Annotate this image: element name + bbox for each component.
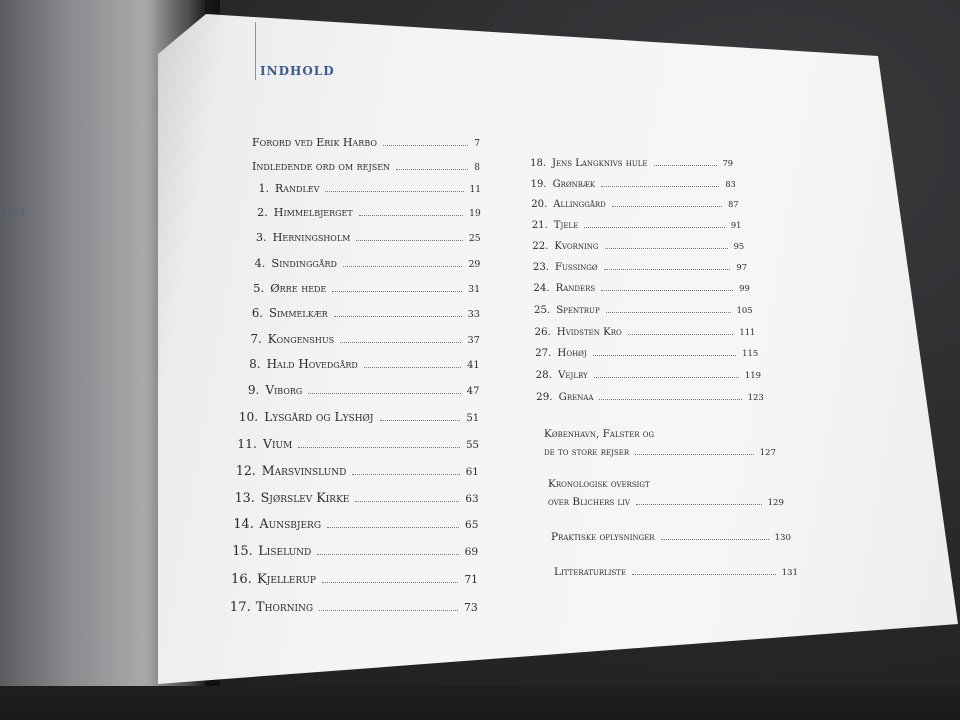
toc-entry-page: 8 (474, 163, 480, 173)
toc-entry (247, 383, 480, 398)
toc-entry-number: 18. (530, 158, 546, 169)
toc-entry-title: Ørre hede (270, 280, 327, 295)
toc-entry (249, 357, 480, 372)
toc-entry (532, 241, 745, 253)
leader-dots (628, 333, 734, 335)
table-surface (0, 686, 960, 720)
toc-entry-page: 73 (463, 600, 478, 614)
toc-section-entry (548, 496, 784, 508)
toc-entry-page: 25 (468, 232, 481, 244)
toc-entry-number: 17. (229, 599, 251, 615)
toc-entry-title: Kjellerup (257, 572, 316, 587)
toc-entry-title: Sindinggård (271, 255, 337, 270)
toc-section-line (544, 428, 654, 440)
toc-entry-title: Spentrup (556, 304, 600, 316)
toc-entry-page: 115 (742, 348, 759, 359)
toc-entry (233, 516, 479, 532)
toc-entry-page: 11 (469, 185, 481, 195)
toc-section-title: Praktiske oplysninger (551, 531, 655, 543)
toc-entry-title: Grønbæk (552, 178, 596, 190)
leader-dots (606, 311, 731, 313)
toc-entry-page: 111 (739, 327, 756, 337)
toc-entry-title: Lysgård og Lyshøj (264, 409, 374, 424)
toc-entry (533, 304, 753, 316)
left-page-mark: 1933 (2, 208, 25, 218)
leader-dots (635, 453, 754, 455)
toc-entry-page: 37 (467, 334, 480, 346)
toc-entry-title: Simmelkær (269, 306, 328, 320)
toc-entry (531, 199, 739, 211)
toc-entry (238, 409, 480, 424)
toc-entry-title: Herningsholm (272, 230, 351, 244)
toc-section-title: København, Falster og (544, 428, 655, 440)
leader-dots (359, 214, 463, 216)
toc-entry-page: 127 (759, 448, 776, 458)
leader-dots (317, 553, 458, 555)
toc-entry-page: 119 (744, 370, 761, 380)
toc-entry-title: Kvorning (554, 241, 599, 253)
leader-dots (343, 265, 463, 267)
toc-entry-number: 20. (531, 199, 548, 211)
toc-entry-page: 129 (767, 498, 784, 508)
toc-entry-number: 29. (536, 390, 553, 403)
toc-entry-page: 61 (465, 465, 479, 478)
toc-entry-title: Himmelbjerget (273, 206, 353, 220)
toc-entry (258, 182, 481, 195)
leader-dots (352, 473, 459, 475)
toc-entry (255, 230, 481, 244)
leader-dots (396, 168, 468, 170)
toc-entry-title: Thorning (255, 599, 314, 615)
toc-entry-page: 131 (781, 568, 798, 578)
toc-entry-number: 16. (231, 572, 252, 587)
leader-dots (364, 366, 461, 368)
page-title: INDHOLD (260, 64, 335, 78)
toc-entry-number: 13. (234, 489, 255, 505)
toc-entry-page: 105 (736, 304, 753, 315)
toc-entry-page: 79 (722, 158, 733, 168)
toc-entry-number: 7. (250, 331, 262, 346)
toc-entry-title: Randlev (275, 182, 320, 195)
leader-dots (319, 609, 458, 611)
toc-entry-page: 55 (466, 440, 479, 451)
toc-entry-title: Indledende ord om rejsen (252, 160, 391, 173)
toc-entry-number: 6. (251, 306, 263, 320)
toc-entry-number: 22. (532, 241, 549, 253)
toc-entry-title: Hohøj (557, 347, 587, 360)
toc-entry (252, 160, 480, 173)
toc-entry (533, 283, 750, 295)
leader-dots (599, 398, 741, 400)
toc-entry-page: 51 (466, 412, 480, 424)
leader-dots (584, 226, 725, 228)
leader-dots (356, 239, 462, 241)
leader-dots (594, 376, 739, 378)
toc-entry-title: Aunsbjerg (259, 516, 322, 532)
toc-entry-page: 29 (468, 258, 481, 270)
toc-entry-title: Allinggård (553, 199, 606, 211)
toc-entry (536, 390, 764, 403)
toc-section-title: Kronologisk oversigt (548, 478, 650, 490)
toc-entry-page: 31 (468, 283, 481, 295)
heading-rule (255, 22, 256, 80)
leader-dots (612, 205, 722, 207)
toc-entry (535, 369, 761, 381)
toc-entry-page: 130 (774, 533, 791, 543)
toc-entry (237, 436, 479, 451)
toc-entry-page: 33 (467, 309, 480, 320)
toc-section-title: de to store rejser (544, 446, 630, 458)
toc-entry-title: Jens Langknivs hule (552, 158, 648, 169)
toc-entry (252, 136, 480, 149)
leader-dots (601, 185, 719, 187)
toc-entry-title: Fussingø (555, 262, 598, 274)
toc-entry-number: 23. (532, 262, 549, 274)
toc-entry (254, 255, 481, 270)
toc-entry-number: 1. (258, 182, 269, 195)
toc-entry-page: 123 (747, 391, 764, 402)
toc-entry (234, 489, 479, 505)
toc-entry-page: 95 (733, 241, 745, 252)
toc-entry-title: Tjele (553, 220, 579, 232)
toc-entry-page: 65 (465, 518, 479, 531)
leader-dots (661, 538, 769, 540)
toc-entry-number: 14. (233, 516, 254, 532)
leader-dots (308, 392, 460, 394)
toc-entry-page: 83 (725, 178, 736, 189)
toc-entry-title: Liselund (258, 544, 312, 560)
toc-entry-title: Kongenshus (267, 331, 335, 346)
toc-entry (530, 158, 733, 169)
toc-entry-number: 24. (533, 283, 550, 295)
toc-entry-number: 9. (247, 383, 260, 398)
toc-entry-number: 10. (238, 409, 259, 424)
toc-entry-page: 91 (730, 220, 742, 231)
leader-dots (632, 573, 776, 575)
leader-dots (601, 289, 733, 291)
toc-entry-number: 26. (534, 326, 551, 338)
toc-entry-title: Viborg (265, 383, 303, 398)
toc-entry-page: 87 (728, 199, 739, 210)
toc-entry-number: 3. (255, 230, 267, 244)
toc-entry-page: 7 (474, 139, 480, 149)
toc-entry (232, 544, 479, 560)
leader-dots (332, 290, 462, 292)
toc-entry-title: Sjørslev Kirke (260, 489, 350, 505)
toc-entry-number: 11. (237, 436, 257, 451)
leader-dots (298, 446, 460, 448)
toc-entry (231, 572, 478, 587)
toc-entry-page: 19 (469, 209, 481, 220)
leader-dots (593, 354, 736, 356)
toc-entry-title: Forord ved Erik Harbo (252, 136, 377, 149)
toc-entry-title: Vium (263, 436, 293, 451)
toc-entry-number: 27. (535, 347, 552, 360)
toc-entry-page: 69 (464, 545, 479, 559)
toc-entry-number: 25. (533, 304, 551, 316)
leader-dots (383, 144, 468, 146)
toc-section-line (548, 478, 650, 490)
toc-entry-title: Marsvinslund (261, 462, 347, 478)
toc-entry (250, 331, 480, 346)
toc-entry-title: Hald Hovedgård (266, 357, 358, 372)
toc-entry-page: 99 (739, 283, 750, 294)
leader-dots (380, 419, 461, 421)
toc-entry (531, 220, 742, 232)
toc-entry-number: 21. (531, 220, 548, 232)
leader-dots (654, 164, 717, 166)
toc-entry-page: 97 (736, 262, 747, 273)
leader-dots (334, 315, 462, 317)
toc-section-title: over Blichers liv (548, 496, 630, 508)
toc-entry (535, 347, 759, 360)
leader-dots (636, 503, 762, 505)
toc-entry (235, 462, 479, 478)
toc-entry-number: 2. (257, 206, 268, 220)
toc-entry-title: Hvidsten Kro (556, 326, 622, 338)
toc-entry-number: 19. (530, 178, 547, 190)
toc-entry-number: 8. (249, 357, 261, 372)
toc-section-entry (554, 566, 798, 578)
leader-dots (327, 526, 459, 528)
toc-entry-title: Randers (555, 283, 596, 295)
leader-dots (340, 341, 461, 343)
toc-entry (532, 262, 747, 274)
toc-entry-title: Vejlby (558, 369, 588, 381)
toc-entry (229, 599, 478, 615)
toc-section-entry (551, 531, 791, 543)
toc-entry-page: 41 (467, 360, 480, 372)
toc-entry-number: 28. (535, 369, 552, 381)
leader-dots (605, 247, 728, 249)
toc-entry-number: 15. (232, 544, 253, 560)
leader-dots (355, 500, 459, 502)
toc-entry (534, 326, 756, 338)
toc-entry (251, 306, 480, 320)
toc-section-title: Litteraturliste (554, 566, 627, 578)
toc-entry (257, 206, 481, 220)
toc-entry-number: 12. (235, 462, 256, 478)
leader-dots (604, 268, 731, 270)
toc-entry (253, 280, 481, 295)
toc-entry-number: 4. (254, 255, 266, 270)
toc-entry (530, 178, 736, 190)
toc-entry-title: Grenaa (558, 390, 594, 403)
toc-entry-page: 63 (465, 492, 479, 505)
toc-section-entry (544, 446, 776, 458)
toc-entry-number: 5. (253, 280, 265, 295)
leader-dots (325, 190, 463, 192)
toc-entry-page: 47 (466, 386, 480, 398)
leader-dots (322, 581, 458, 583)
toc-entry-page: 71 (464, 573, 478, 586)
